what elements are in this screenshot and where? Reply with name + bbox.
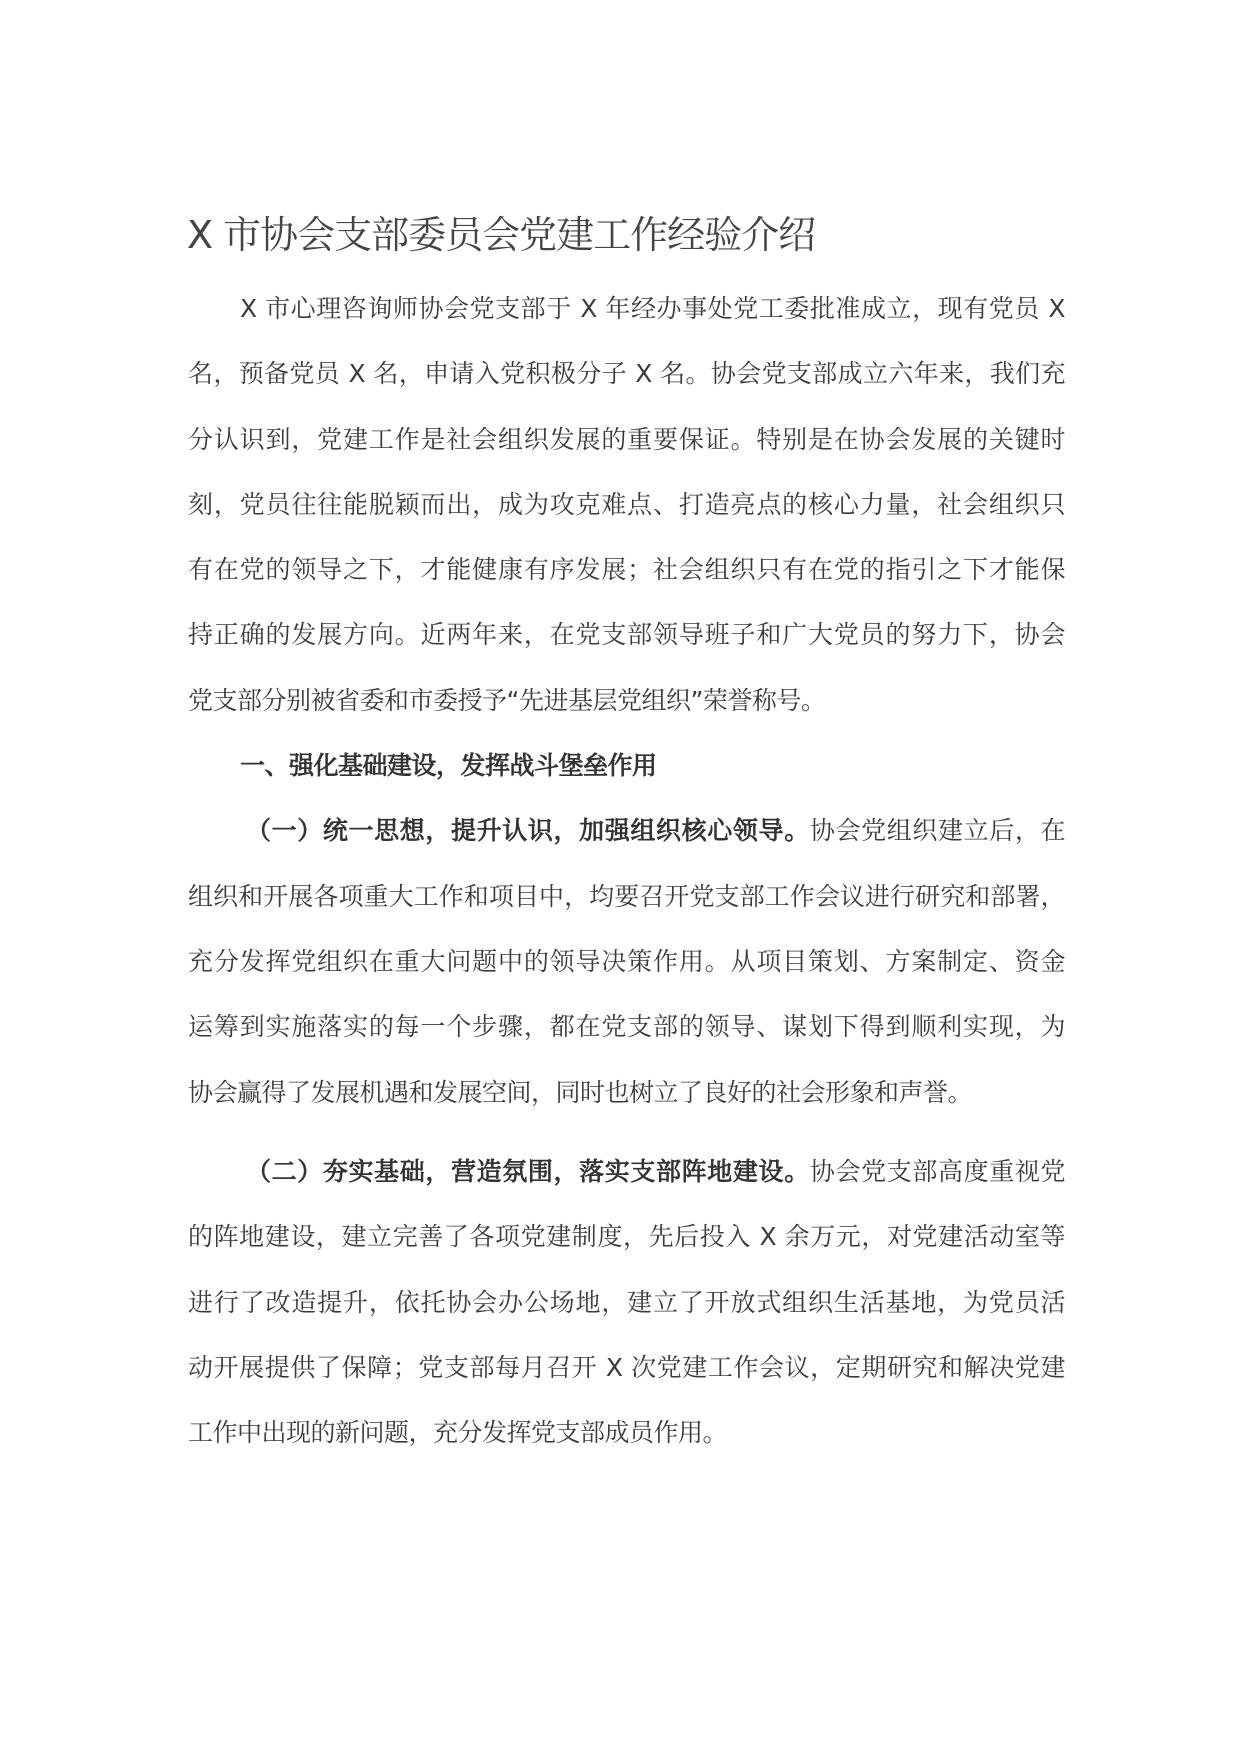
document-title: X 市协会支部委员会党建工作经验介绍 — [187, 213, 816, 257]
paragraph-line: 运筹到实施落实的每一个步骤，都在党支部的领导、谋划下得到顺利实现，为 — [188, 1012, 1065, 1042]
paragraph-text: 协会党组织建立后，在 — [809, 816, 1065, 846]
paragraph-line: 分认识到，党建工作是社会组织发展的重要保证。特别是在协会发展的关键时 — [188, 424, 1065, 454]
subsection-2-paragraph — [188, 1139, 1065, 1465]
paragraph-line: 持正确的发展方向。近两年来，在党支部领导班子和广大党员的努力下，协会 — [188, 620, 1065, 650]
paragraph-line: 进行了改造提升，依托协会办公场地，建立了开放式组织生活基地，为党员活 — [188, 1287, 1065, 1317]
paragraph-line — [188, 1139, 1065, 1204]
paragraph-line: 动开展提供了保障；党支部每月召开 X 次党建工作会议，定期研究和解决党建 — [188, 1352, 1065, 1382]
paragraph-line: 党支部分别被省委和市委授予“先进基层党组织”荣誉称号。 — [188, 685, 826, 715]
paragraph-line: 协会赢得了发展机遇和发展空间，同时也树立了良好的社会形象和声誉。 — [188, 1077, 973, 1107]
paragraph-line: 刻，党员往往能脱颖而出，成为攻克难点、打造亮点的核心力量，社会组织只 — [188, 489, 1065, 519]
paragraph-line: 名，预备党员 X 名，申请入党积极分子 X 名。协会党支部成立六年来，我们充 — [188, 359, 1065, 389]
subheading-1: （一）统一思想，提升认识，加强组织核心领导。 — [246, 816, 810, 846]
subheading-2: （二）夯实基础，营造氛围，落实支部阵地建设。 — [246, 1157, 810, 1186]
paragraph-line: X 市心理咨询师协会党支部于 X 年经办事处党工委批准成立，现有党员 X — [240, 294, 1065, 323]
paragraph-line: 工作中出现的新问题，充分发挥党支部成员作用。 — [188, 1418, 728, 1448]
paragraph-line: 的阵地建设，建立完善了各项党建制度，先后投入 X 余万元，对党建活动室等 — [188, 1222, 1065, 1252]
paragraph-line: 有在党的领导之下，才能健康有序发展；社会组织只有在党的指引之下才能保 — [188, 555, 1065, 585]
paragraph-line — [188, 798, 1065, 863]
paragraph-line: 组织和开展各项重大工作和项目中，均要召开党支部工作会议进行研究和部署， — [188, 881, 1065, 911]
intro-paragraph — [188, 276, 1065, 1125]
paragraph-text: 协会党支部高度重视党 — [809, 1157, 1065, 1186]
section-heading-text: 一、强化基础建设，发挥战斗堡垒作用 — [240, 751, 657, 781]
paragraph-line: 充分发挥党组织在重大问题中的领导决策作用。从项目策划、方案制定、资金 — [188, 946, 1065, 976]
section-heading — [188, 733, 1065, 798]
